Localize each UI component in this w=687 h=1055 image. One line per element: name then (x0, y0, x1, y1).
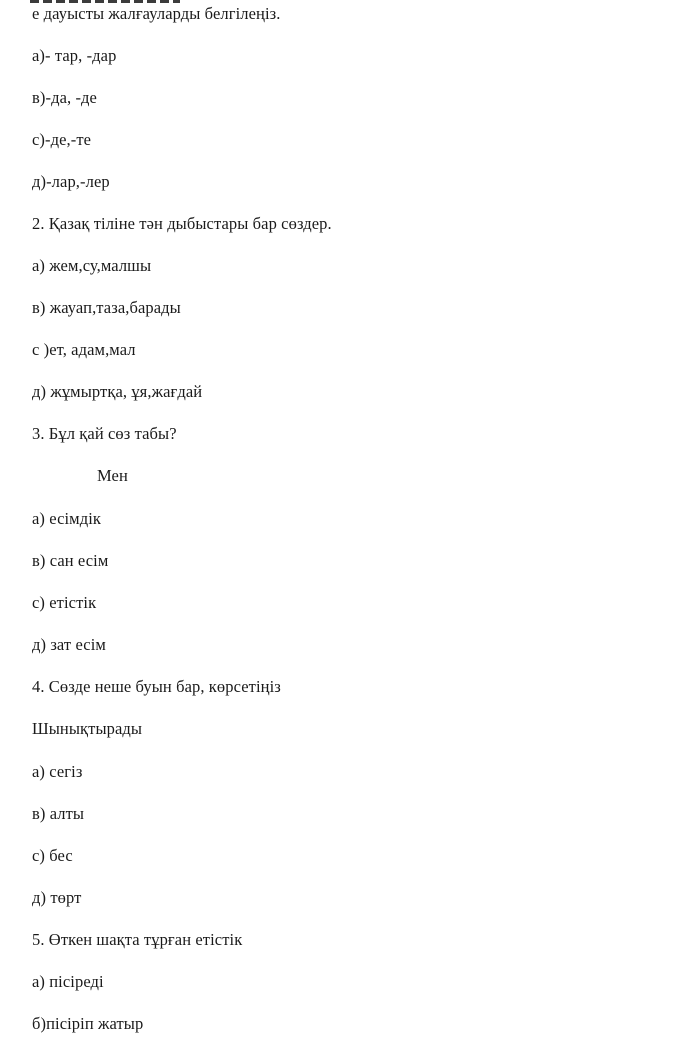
question-4-option-a: а) сегіз (32, 762, 83, 781)
question-2-option-a: а) жем,су,малшы (32, 256, 152, 275)
question-1-option-c: с)-де,-те (32, 130, 92, 149)
question-2-option-d: д) жұмыртқа, ұя,жағдай (32, 382, 203, 401)
question-4-word: Шынықтырады (32, 719, 143, 738)
question-3-option-c: с) етістік (32, 593, 97, 612)
question-2-option-c: с )ет, адам,мал (32, 340, 136, 359)
question-1-option-b: в)-да, -де (32, 88, 97, 107)
question-3-option-d: д) зат есім (32, 635, 106, 654)
question-4-option-b: в) алты (32, 804, 85, 823)
question-5-option-b: б)пісіріп жатыр (32, 1014, 144, 1033)
question-3-text: 3. Бұл қай сөз табы? (32, 424, 177, 443)
question-1-text: е дауысты жалғауларды белгілеңіз. (32, 4, 281, 23)
question-2-text: 2. Қазақ тіліне тән дыбыстары бар сөздер. (32, 214, 332, 233)
question-4-text: 4. Сөзде неше буын бар, көрсетіңіз (32, 677, 281, 696)
question-5-text: 5. Өткен шақта тұрған етістік (32, 930, 243, 949)
question-2-option-b: в) жауап,таза,барады (32, 298, 181, 317)
question-5-option-a: а) пісіреді (32, 972, 104, 991)
question-4-option-d: д) төрт (32, 888, 82, 907)
question-3-option-a: а) есімдік (32, 509, 102, 528)
cropped-heading-fragment (30, 0, 180, 3)
question-3-word: Мен (97, 466, 128, 485)
question-4-option-c: с) бес (32, 846, 73, 865)
question-1-option-a: а)- тар, -дар (32, 46, 117, 65)
question-1-option-d: д)-лар,-лер (32, 172, 110, 191)
question-3-option-b: в) сан есім (32, 551, 109, 570)
